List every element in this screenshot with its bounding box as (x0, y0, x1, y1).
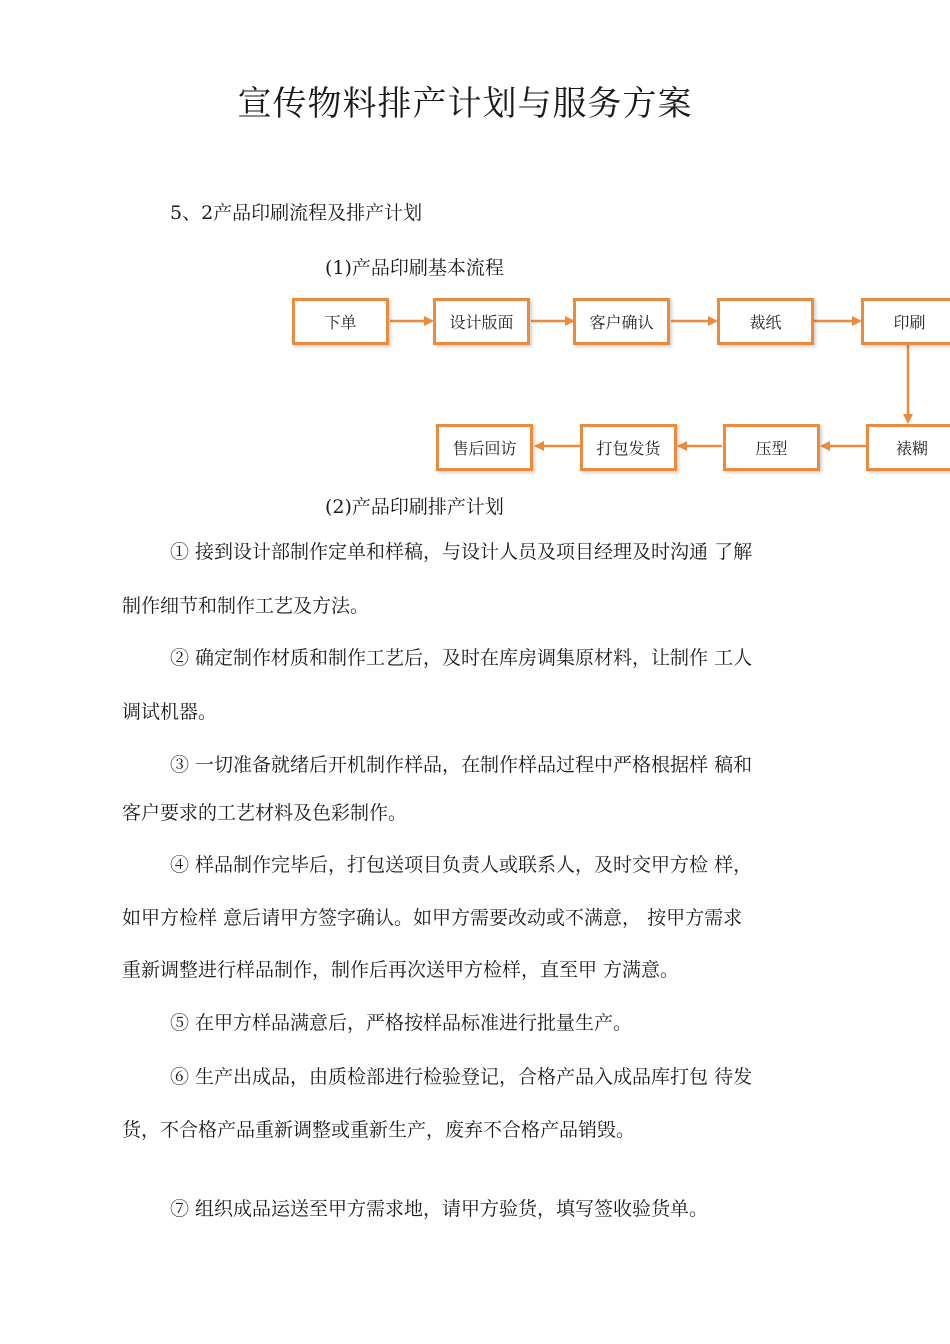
subheading-basic-flow: (1)产品印刷基本流程 (325, 257, 504, 279)
flow-step-print: 印刷 (861, 298, 950, 345)
step-2-line-2: 调试机器。 (122, 701, 218, 723)
step-4-line-2: 如甲方检样 意后请甲方签字确认。如甲方需要改动或不满意， 按甲方需求 (122, 907, 743, 929)
step-4-line-1: ④ 样品制作完毕后，打包送项目负责人或联系人，及时交甲方检 样， (170, 854, 753, 876)
step-1-line-1: ① 接到设计部制作定单和样稿，与设计人员及项目经理及时沟通 了解 (170, 541, 753, 563)
flow-arrows (0, 0, 950, 480)
page-title: 宣传物料排产计划与服务方案 (237, 84, 693, 124)
step-1-line-2: 制作细节和制作工艺及方法。 (122, 595, 370, 617)
flow-step-design: 设计版面 (433, 298, 530, 345)
step-6-line-1: ⑥ 生产出成品，由质检部进行检验登记，合格产品入成品库打包 待发 (170, 1066, 753, 1088)
subheading-schedule: (2)产品印刷排产计划 (325, 496, 504, 518)
flow-step-press: 压型 (723, 424, 820, 471)
step-2-line-1: ② 确定制作材质和制作工艺后，及时在库房调集原材料，让制作 工人 (170, 647, 753, 669)
step-7-line-1: ⑦ 组织成品运送至甲方需求地，请甲方验货，填写签收验货单。 (170, 1198, 709, 1220)
flow-step-cut-paper: 裁纸 (717, 298, 814, 345)
step-5-line-1: ⑤ 在甲方样品满意后，严格按样品标准进行批量生产。 (170, 1012, 633, 1034)
step-4-line-3: 重新调整进行样品制作，制作后再次送甲方检样，直至甲 方满意。 (122, 959, 680, 981)
section-heading: 5、2产品印刷流程及排产计划 (170, 202, 423, 224)
step-3-line-2: 客户要求的工艺材料及色彩制作。 (122, 802, 408, 824)
flow-step-pack-ship: 打包发货 (580, 424, 677, 471)
flow-step-confirm: 客户确认 (573, 298, 670, 345)
flow-step-order: 下单 (292, 298, 389, 345)
step-3-line-1: ③ 一切准备就绪后开机制作样品，在制作样品过程中严格根据样 稿和 (170, 754, 753, 776)
flow-step-mount: 裱糊 (866, 424, 950, 471)
step-6-line-2: 货，不合格产品重新调整或重新生产，废弃不合格产品销毁。 (122, 1119, 636, 1141)
flow-step-after-sales: 售后回访 (436, 424, 533, 471)
